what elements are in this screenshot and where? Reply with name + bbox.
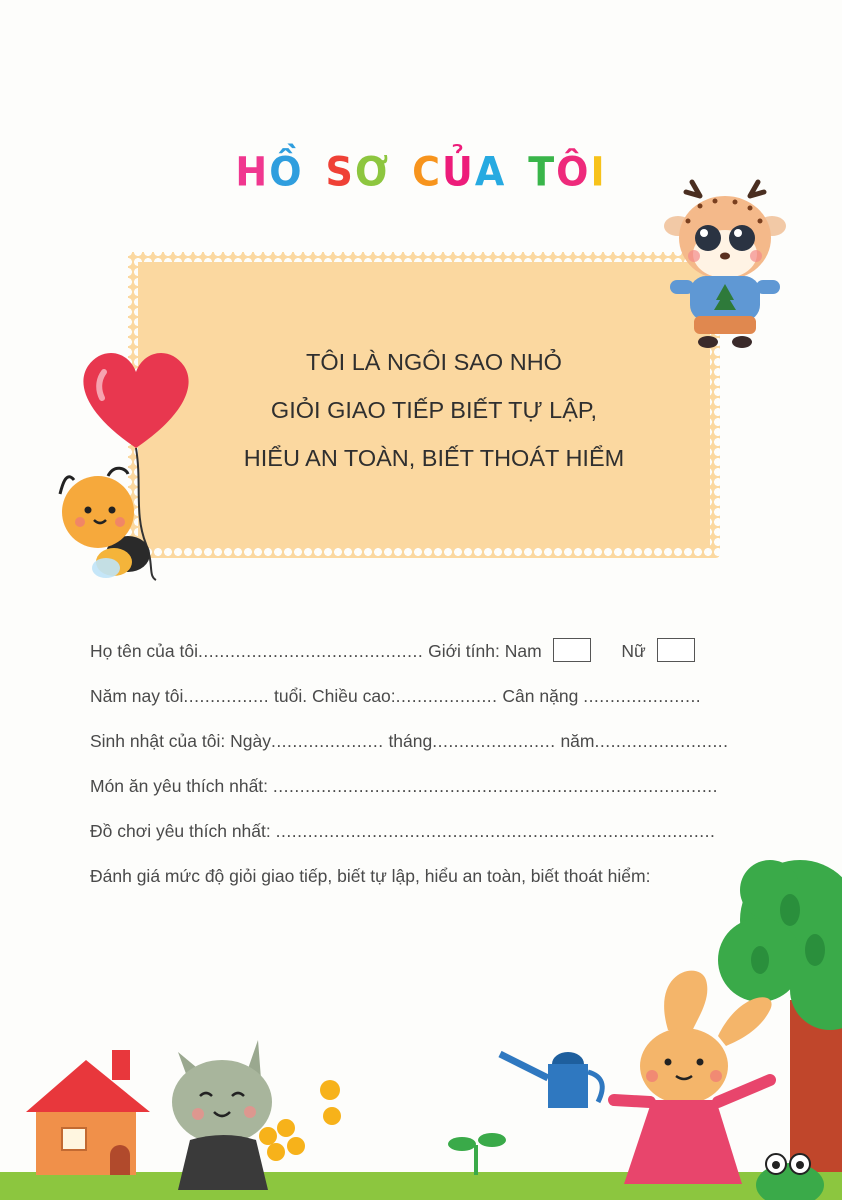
deer-illustration xyxy=(660,176,790,351)
day-field[interactable]: ..................... xyxy=(270,731,384,751)
food-field[interactable]: ................................................................................... xyxy=(272,776,718,796)
name-row xyxy=(90,641,695,662)
verse-line-3: HIỂU AN TOÀN, BIẾT THOÁT HIỂM xyxy=(243,445,625,471)
age-unit-label: tuổi. Chiều cao: xyxy=(274,686,396,706)
title-letter: Ơ xyxy=(354,148,391,196)
weight-field[interactable]: ...................... xyxy=(583,686,702,706)
female-label: Nữ xyxy=(621,641,646,661)
bottom-scene-illustration xyxy=(0,850,842,1200)
title-letter: S xyxy=(325,148,355,196)
age-field[interactable]: ................ xyxy=(183,686,270,706)
verse-line-2: GIỎI GIAO TIẾP BIẾT TỰ LẬP, xyxy=(270,397,598,423)
gender-label: Giới tính: Nam xyxy=(428,641,542,661)
title-letter: Ủ xyxy=(441,148,475,196)
title-letter: Ô xyxy=(556,148,591,196)
age-label: Năm nay tôi xyxy=(90,686,184,706)
title-letter: C xyxy=(412,148,442,196)
title-letter: I xyxy=(590,148,607,196)
year-field[interactable]: ......................... xyxy=(594,731,729,751)
verse-line-1: TÔI LÀ NGÔI SAO NHỎ xyxy=(306,349,562,375)
evaluation-label: Đánh giá mức độ giỏi giao tiếp, biết tự lập, hiểu an toàn, biết thoát hiểm: xyxy=(90,866,651,886)
male-checkbox[interactable] xyxy=(553,638,591,662)
age-row xyxy=(90,686,701,707)
weight-label: Cân nặng xyxy=(502,686,579,706)
title-letter: H xyxy=(235,148,270,196)
food-row xyxy=(90,776,718,797)
toy-label: Đồ chơi yêu thích nhất: xyxy=(90,821,271,841)
name-field[interactable]: .......................................... xyxy=(197,641,424,661)
birthday-label: Sinh nhật của tôi: Ngày xyxy=(90,731,271,751)
birthday-row xyxy=(90,731,729,752)
month-field[interactable]: ....................... xyxy=(432,731,556,751)
month-label: tháng xyxy=(388,731,433,751)
toy-field[interactable]: .................................................................................. xyxy=(275,821,716,841)
year-label: năm xyxy=(560,731,595,751)
female-checkbox[interactable] xyxy=(657,638,695,662)
bee-illustration xyxy=(52,456,172,586)
title-letter: T xyxy=(528,148,557,196)
name-label: Họ tên của tôi xyxy=(90,641,198,661)
title-letter: A xyxy=(474,148,507,196)
height-field[interactable]: ................... xyxy=(395,686,498,706)
food-label: Món ăn yêu thích nhất: xyxy=(90,776,269,796)
toy-row xyxy=(90,821,715,842)
verse-text xyxy=(128,338,720,482)
title-letter: Ồ xyxy=(269,148,304,196)
